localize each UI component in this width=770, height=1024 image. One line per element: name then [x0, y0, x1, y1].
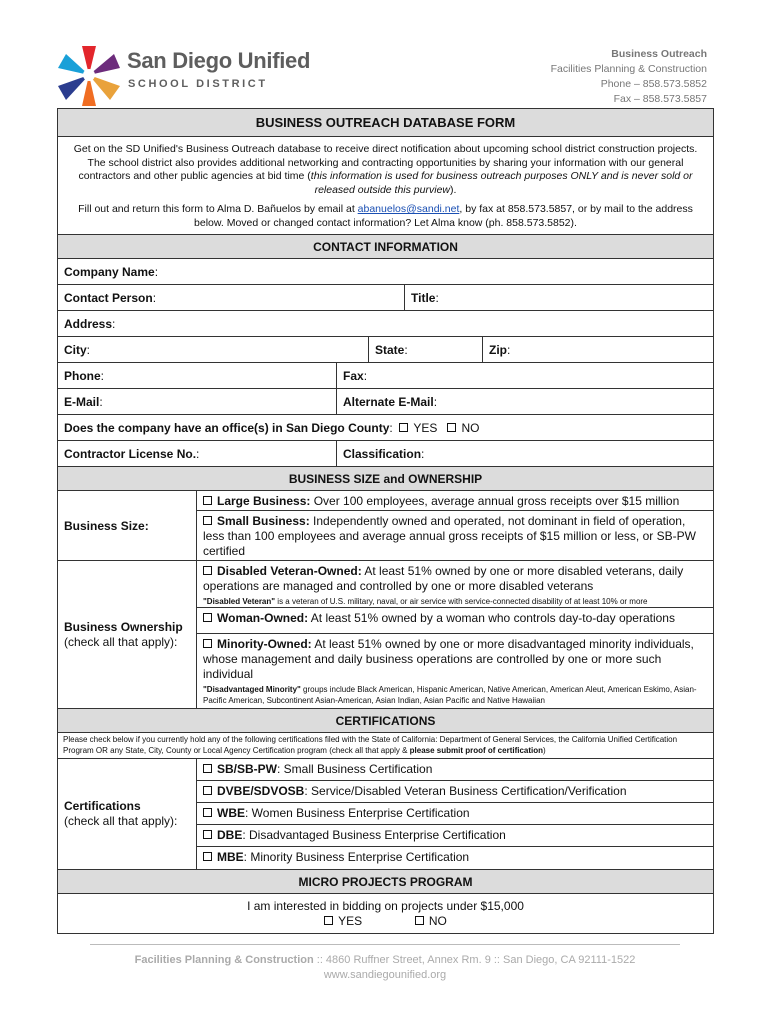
cert-mbe-checkbox[interactable]: [203, 852, 212, 861]
cert-option-dbe[interactable]: [197, 825, 713, 847]
cert-dbe-code: DBE: [217, 828, 243, 842]
district-logo-icon: [54, 42, 124, 108]
footer-address-text: :: 4860 Ruffner Street, Annex Rm. 9 :: San Diego, CA 92111-1522: [313, 954, 636, 966]
brand-subtitle: SCHOOL DISTRICT: [128, 78, 268, 90]
disabled-veteran-note: [203, 596, 707, 607]
micro-yes-label: YES: [338, 914, 363, 928]
cert-section-heading: CERTIFICATIONS: [58, 709, 713, 733]
contact-person-field[interactable]: Contact Person :: [64, 290, 157, 305]
company-name-label: Company Name: [64, 264, 155, 279]
business-size-label: Business Size:: [58, 491, 196, 561]
license-label: Contractor License No.: [64, 446, 197, 461]
phone-row: [58, 363, 713, 389]
office-no-label: NO: [461, 420, 480, 435]
micro-no-label: NO: [428, 914, 447, 928]
large-business-desc: Over 100 employees, average annual gross receipts over $15 million: [310, 494, 680, 508]
veteran-note-term: "Disabled Veteran": [203, 597, 276, 606]
cert-label: [58, 759, 196, 869]
state-label: State: [375, 342, 405, 357]
small-business-checkbox[interactable]: [203, 516, 212, 525]
office-yes-label: YES: [413, 420, 438, 435]
email-label: E-Mail: [64, 394, 100, 409]
ownership-label-text: Business Ownership: [64, 619, 183, 634]
email-link[interactable]: abanuelos@sandi.net: [357, 203, 460, 215]
title-label: Title: [411, 290, 436, 305]
woman-owned-checkbox[interactable]: [203, 613, 212, 622]
minority-note: [203, 684, 707, 706]
intro-p1-end: ).: [450, 183, 457, 196]
micro-section-heading: MICRO PROJECTS PROGRAM: [58, 870, 713, 894]
alternate-email-label: Alternate E-Mail: [343, 394, 434, 409]
large-business-option[interactable]: [197, 491, 713, 511]
cert-hint: (check all that apply):: [64, 814, 178, 828]
zip-field[interactable]: Zip :: [482, 337, 713, 362]
fax-label: Fax: [343, 368, 364, 383]
office-no-checkbox[interactable]: [447, 423, 456, 432]
cert-dvbe-code: DVBE/SDVOSB: [217, 784, 305, 798]
disabled-veteran-checkbox[interactable]: [203, 566, 212, 575]
cert-dbe-desc: : Disadvantaged Business Enterprise Certification: [242, 828, 506, 842]
cert-dvbe-checkbox[interactable]: [203, 786, 212, 795]
size-ownership-labels: [58, 491, 197, 708]
contact-dept: Business Outreach: [611, 48, 707, 60]
cert-option-mbe[interactable]: [197, 847, 713, 869]
brand-name: San Diego Unified: [127, 48, 311, 73]
minority-owned-option[interactable]: [197, 634, 713, 708]
cert-wbe-checkbox[interactable]: [203, 808, 212, 817]
form-intro: [58, 137, 713, 235]
footer-dept: Facilities Planning & Construction: [134, 954, 314, 966]
company-row: [58, 259, 713, 285]
classification-field[interactable]: Classification :: [336, 441, 713, 466]
woman-owned-desc: At least 51% owned by a woman who controls day-to-day operations: [308, 611, 675, 625]
cert-note-text: Please check below if you currently hold any of the following certifications filed with the State of California: Department of General Services, the California Unified Certification Program OR any State, City, County or Local Agency Certification program (check all that apply &: [63, 735, 678, 755]
small-business-option[interactable]: [197, 511, 713, 561]
cert-mbe-code: MBE: [217, 850, 244, 864]
classification-label: Classification: [343, 446, 422, 461]
cert-sb-code: SB/SB-PW: [217, 762, 277, 776]
woman-owned-option[interactable]: [197, 608, 713, 634]
minority-note-term: "Disadvantaged Minority": [203, 685, 301, 694]
minority-owned-checkbox[interactable]: [203, 639, 212, 648]
cert-grid: [58, 759, 713, 870]
veteran-note-text: is a veteran of U.S. military, naval, or air service with service-connected disability of at least 10% or more: [275, 597, 648, 606]
disabled-veteran-option[interactable]: [197, 561, 713, 608]
minority-owned-desc: At least 51% owned by one or more disadvantaged minority individuals, whose management and daily business operations are controlled by one or more such individual: [203, 637, 694, 681]
cert-note-emphasis: please submit proof of certification: [409, 745, 544, 755]
large-business-checkbox[interactable]: [203, 496, 212, 505]
contact-section-heading: CONTACT INFORMATION: [58, 235, 713, 259]
footer-website[interactable]: www.sandiegounified.org: [323, 969, 447, 981]
page-header: [0, 0, 770, 108]
cert-wbe-desc: : Women Business Enterprise Certification: [245, 806, 470, 820]
woman-owned-title: Woman-Owned:: [217, 611, 309, 625]
phone-field[interactable]: Phone :: [64, 368, 105, 383]
cert-labels: [58, 759, 197, 869]
disabled-veteran-title: Disabled Veteran-Owned:: [217, 564, 362, 578]
cert-dvbe-desc: : Service/Disabled Veteran Business Certification/Verification: [304, 784, 627, 798]
contact-fax: Fax – 858.573.5857: [613, 93, 707, 105]
large-business-title: Large Business:: [217, 494, 311, 508]
zip-label: Zip: [489, 342, 507, 357]
city-field[interactable]: City :: [64, 342, 91, 357]
micro-question: I am interested in bidding on projects under $15,000: [247, 899, 524, 913]
size-ownership-options: [197, 491, 713, 708]
cert-sb-desc: : Small Business Certification: [277, 762, 433, 776]
disabled-veteran-desc: At least 51% owned by one or more disabled veterans, daily operations are managed and controlled by one or more disabled veterans: [203, 564, 684, 593]
form-title: BUSINESS OUTREACH DATABASE FORM: [58, 109, 713, 137]
cert-option-wbe[interactable]: [197, 803, 713, 825]
small-business-desc: Independently owned and operated, not dominant in field of operation, less than 100 employees and average annual gross receipts of $15 million or less, or SB-PW certified: [203, 514, 696, 558]
address-field[interactable]: Address :: [64, 316, 116, 331]
outreach-form: [57, 108, 714, 934]
footer-divider: [90, 944, 680, 945]
phone-label: Phone: [64, 368, 101, 383]
cert-option-sb[interactable]: [197, 759, 713, 781]
minority-note-text: groups include Black American, Hispanic American, Native American, American Aleut, American Eskimo, Asian-Pacific American, Subcontinent Asian-American, Asian Indian, Asian Pacific and Native Hawaiian: [203, 685, 697, 705]
office-row: [58, 415, 713, 441]
cert-note: [58, 733, 713, 759]
state-field[interactable]: State :: [368, 337, 482, 362]
cert-mbe-desc: : Minority Business Enterprise Certification: [243, 850, 470, 864]
size-section-heading: BUSINESS SIZE and OWNERSHIP: [58, 467, 713, 491]
page-footer: [0, 944, 770, 983]
license-row: [58, 441, 713, 467]
fax-field[interactable]: Fax :: [336, 363, 713, 388]
office-question-label: Does the company have an office(s) in San Diego County: [64, 420, 390, 435]
office-question: Does the company have an office(s) in San Diego County : YES NO: [64, 420, 480, 435]
small-business-title: Small Business:: [217, 514, 310, 528]
city-row: [58, 337, 713, 363]
alternate-email-field[interactable]: Alternate E-Mail :: [336, 389, 713, 414]
micro-yes-checkbox[interactable]: [324, 916, 333, 925]
contact-phone: Phone – 858.573.5852: [600, 78, 707, 90]
city-label: City: [64, 342, 87, 357]
footer-address: [0, 953, 770, 968]
intro-paragraph-1: [66, 143, 705, 197]
minority-owned-title: Minority-Owned:: [217, 637, 312, 651]
business-ownership-label: [58, 561, 196, 708]
email-row: [58, 389, 713, 415]
cert-dbe-checkbox[interactable]: [203, 830, 212, 839]
intro-p1-italic: this information is used for business outreach purposes ONLY and is never sold or released outside this purview: [310, 170, 693, 196]
cert-option-dvbe[interactable]: [197, 781, 713, 803]
address-label: Address: [64, 316, 113, 331]
office-yes-checkbox[interactable]: [399, 423, 408, 432]
micro-projects: [58, 894, 713, 933]
person-row: [58, 285, 713, 311]
intro-p2-text: Fill out and return this form to Alma D. Bañuelos by email at: [78, 203, 358, 215]
cert-note-end: ): [543, 745, 546, 755]
contact-division: Facilities Planning & Construction: [550, 63, 707, 75]
address-row: [58, 311, 713, 337]
intro-p2-end: , by fax at 858.573.5857, or by mail to the address below. Moved or changed contact information? Let Alma know (ph. 858.573.5852).: [194, 203, 693, 229]
ownership-hint: (check all that apply):: [64, 634, 178, 649]
title-field[interactable]: Title :: [404, 285, 713, 310]
email-field[interactable]: E-Mail :: [64, 394, 103, 409]
cert-label-text: Certifications: [64, 799, 141, 813]
micro-no-checkbox[interactable]: [415, 916, 424, 925]
micro-answers: [58, 914, 713, 929]
license-field[interactable]: Contractor License No. :: [64, 446, 200, 461]
company-name-field[interactable]: Company Name :: [64, 264, 159, 279]
header-contact: [551, 47, 707, 107]
size-ownership-grid: [58, 491, 713, 709]
intro-p1-text: Get on the SD Unified's Business Outreach database to receive direct notification about upcoming school district construction projects. The school district also provides additional networking and contracting opportunities by sharing your information with our general contractors and other public agencies at bid time (: [73, 143, 698, 182]
intro-paragraph-2: [66, 203, 705, 230]
cert-wbe-code: WBE: [217, 806, 245, 820]
cert-options: [197, 759, 713, 869]
cert-sb-checkbox[interactable]: [203, 764, 212, 773]
contact-person-label: Contact Person: [64, 290, 153, 305]
